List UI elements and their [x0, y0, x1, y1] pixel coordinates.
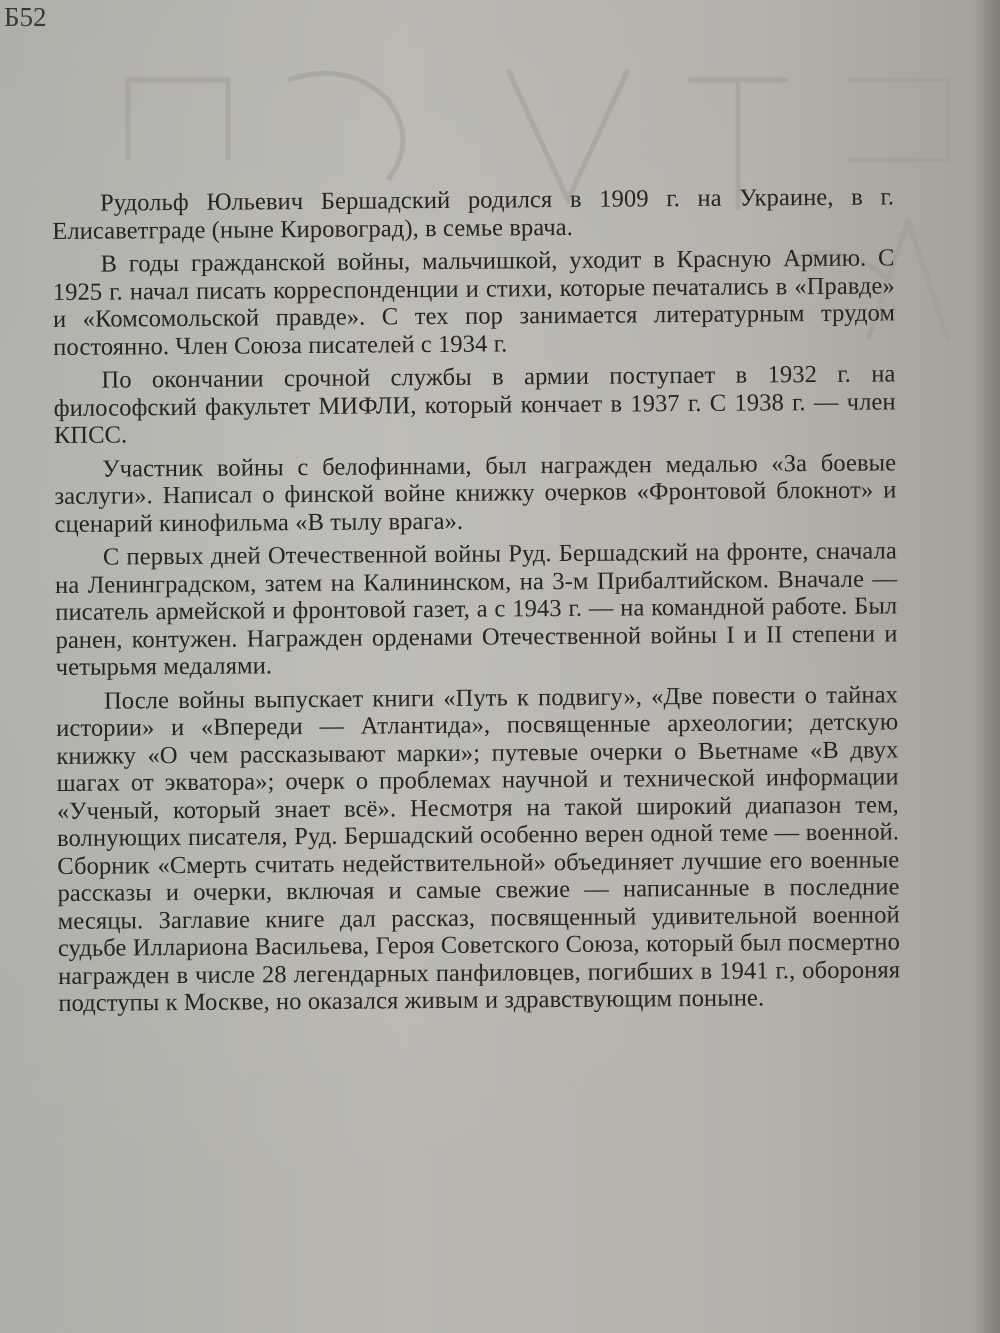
paragraph-patriotic-war: С первых дней Отечественной войны Руд. Бершадский на фронте, сначала на Ленинградском, затем на Калининском, на 3-м Прибалтийском. Вначале — писатель армейской и фронтовой газет, а с 1943 г. — на командной работе. Был ранен, контужен. Награжден орденами Отечественной войны I и II степени и четырьмя медалями.	[54, 537, 898, 681]
biography-text	[52, 183, 901, 1023]
paragraph-finnish-war: Участник войны с белофиннами, был награжден медалью «За боевые заслуги». Написал о финской войне книжку очерков «Фронтовой блокнот» и сценарий кинофильма «В тылу врага».	[54, 448, 897, 538]
paragraph-education: По окончании срочной службы в армии поступает в 1932 г. на философский факультет МИФЛИ, который кончает в 1937 г. С 1938 г. — член КПСС.	[53, 360, 896, 449]
paragraph-birth: Рудольф Юльевич Бершадский родился в 1909 г. на Украине, в г. Елисаветграде (ныне Кировоград), в семье врача.	[52, 183, 895, 245]
paragraph-early-career: В годы гражданской войны, мальчишкой, уходит в Красную Армию. С 1925 г. начал писать корреспонденции и стихи, которые печатались в «Правде» и «Комсомольской правде». С тех пор занимается литературным трудом постоянно. Член Союза писателей с 1934 г.	[52, 244, 896, 361]
page-code: Б52	[4, 2, 47, 32]
paragraph-postwar-works: После войны выпускает книги «Путь к подвигу», «Две повести о тайнах истории» и «Впереди — Атлантида», посвященные археологии; детскую книжку «О чем рассказывают марки»; путевые очерки о Вьетнаме «В двух шагах от экватора»; очерк о проблемах научной и технической информации «Ученый, который знает всё». Несмотря на такой широкий диапазон тем, волнующих писателя, Руд. Бершадский особенно верен одной теме — военной. Сборник «Смерть считать недействительной» объединяет лучшие его военные рассказы и очерки, включая и самые свежие — написанные в последние месяцы. Заглавие книге дал рассказ, посвященный удивительной военной судьбе Иллариона Васильева, Героя Советского Союза, который был посмертно награжден в числе 28 легендарных панфиловцев, погибших в 1941 г., обороняя подступы к Москве, но оказался живым и здравствующим поныне.	[56, 680, 901, 1017]
